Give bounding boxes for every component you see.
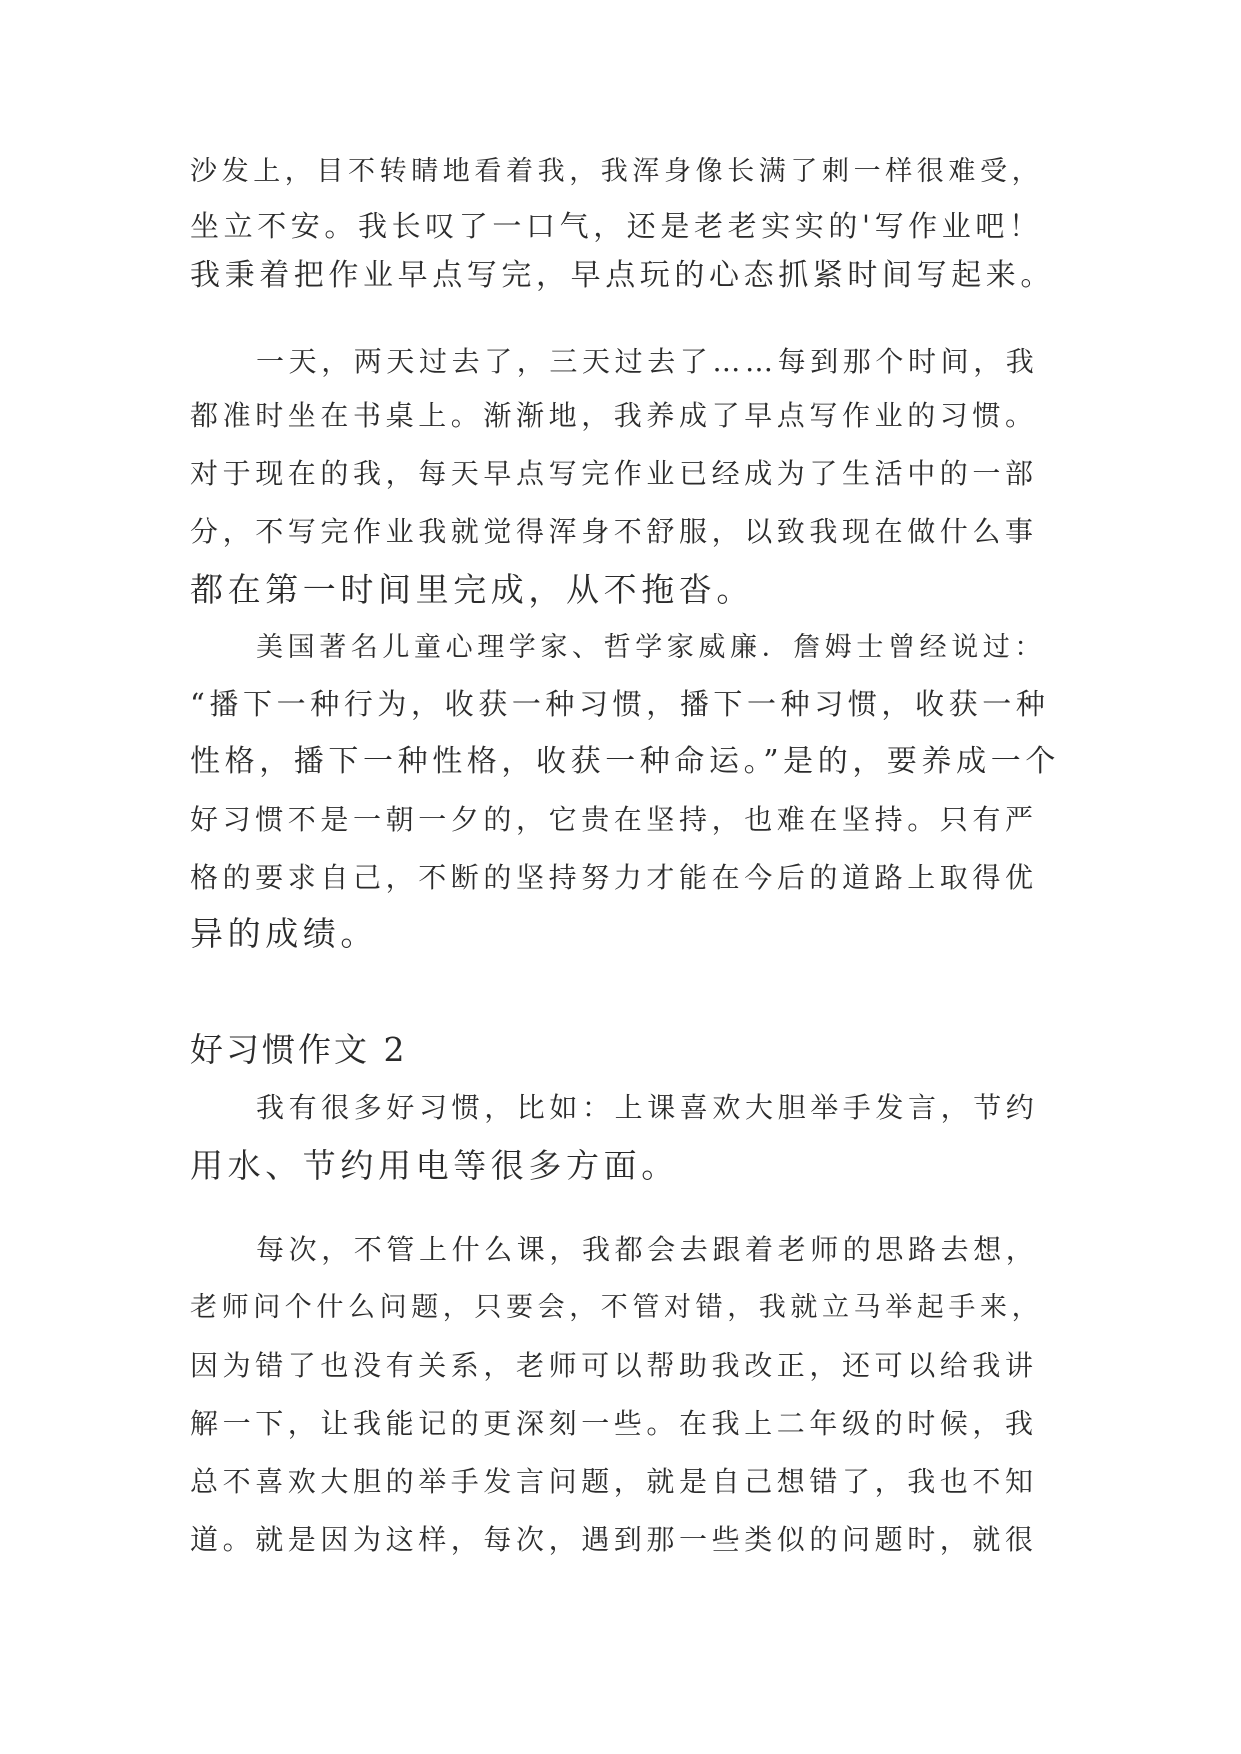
- text-line: 好习惯不是一朝一夕的，它贵在坚持，也难在坚持。只有严: [190, 803, 1038, 836]
- text-line: 都在第一时间里完成，从不拖沓。: [190, 570, 754, 609]
- text-line: 道。就是因为这样，每次，遇到那一些类似的问题时，就很: [190, 1523, 1038, 1556]
- text-line: 老师问个什么问题，只要会，不管对错，我就立马举起手来，: [190, 1292, 1044, 1323]
- text-line: 沙发上，目不转睛地看着我，我浑身像长满了刺一样很难受，: [190, 156, 1044, 187]
- text-line: 坐立不安。我长叹了一口气，还是老老实实的'写作业吧！: [190, 209, 1043, 243]
- text-line: 因为错了也没有关系，老师可以帮助我改正，还可以给我讲: [190, 1349, 1038, 1382]
- text-line: 都准时坐在书桌上。渐渐地，我养成了早点写作业的习惯。: [190, 399, 1038, 432]
- text-line: 我秉着把作业早点写完，早点玩的心态抓紧时间写起来。: [190, 258, 1055, 293]
- text-line: 总不喜欢大胆的举手发言问题，就是自己想错了，我也不知: [190, 1465, 1038, 1498]
- paragraph-first-line: 一天，两天过去了，三天过去了……每到那个时间，我: [256, 345, 1039, 378]
- text-line: 用水、节约用电等很多方面。: [190, 1146, 679, 1185]
- text-line: 格的要求自己，不断的坚持努力才能在今后的道路上取得优: [190, 861, 1038, 894]
- text-line: “播下一种行为，收获一种习惯，播下一种习惯，收获一种: [190, 687, 1050, 721]
- text-line: 解一下，让我能记的更深刻一些。在我上二年级的时候，我: [190, 1407, 1038, 1440]
- paragraph-first-line: 我有很多好习惯，比如：上课喜欢大胆举手发言，节约: [256, 1091, 1039, 1124]
- text-line: 性格，播下一种性格，收获一种命运。”是的，要养成一个: [190, 744, 1060, 779]
- text-line: 分，不写完作业我就觉得浑身不舒服，以致我现在做什么事: [190, 515, 1038, 548]
- paragraph-first-line: 美国著名儿童心理学家、哲学家威廉．詹姆士曾经说过：: [256, 632, 1046, 663]
- paragraph-first-line: 每次，不管上什么课，我都会去跟着老师的思路去想，: [256, 1233, 1039, 1266]
- section-heading: 好习惯作文 2: [190, 1030, 408, 1069]
- text-line: 异的成绩。: [190, 914, 378, 953]
- text-line: 对于现在的我，每天早点写完作业已经成为了生活中的一部: [190, 457, 1038, 490]
